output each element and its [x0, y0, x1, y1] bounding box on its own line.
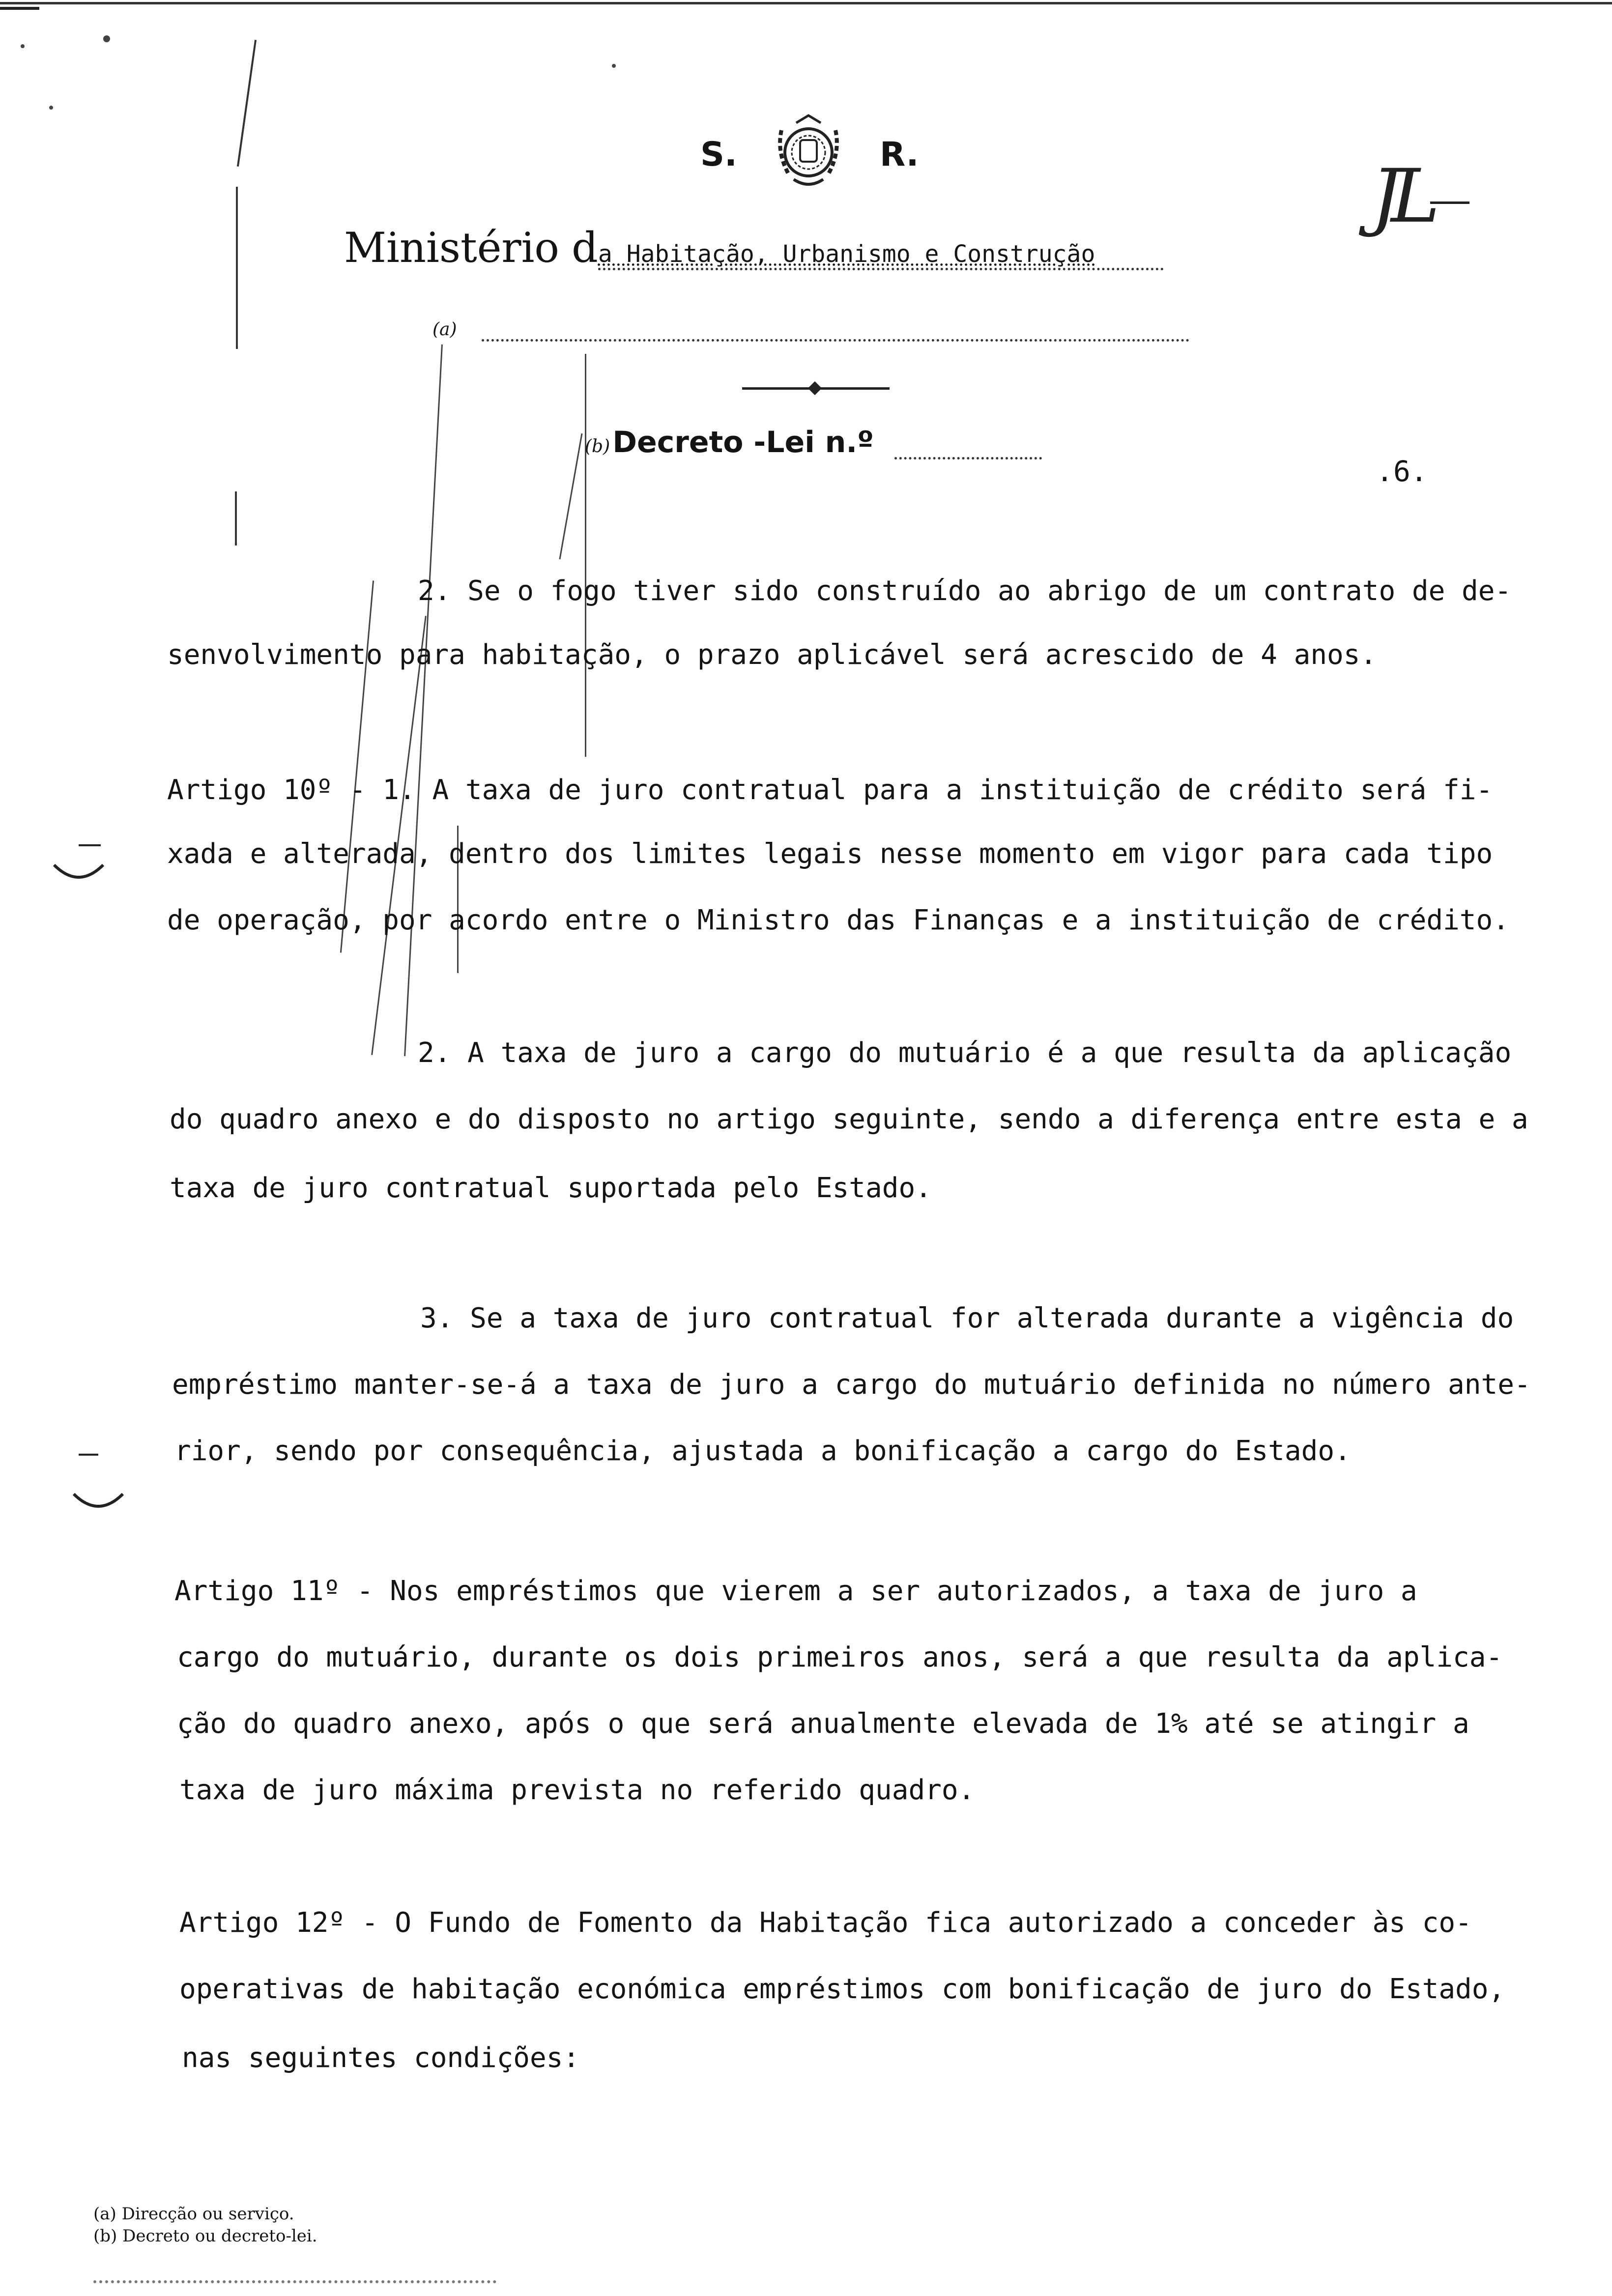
scan-speck [49, 106, 53, 110]
scan-mark [0, 7, 39, 10]
art11-line-2: cargo do mutuário, durante os dois primeiros anos, será a que resulta da aplica- [177, 1641, 1503, 1673]
art11-line-4: taxa de juro máxima prevista no referido quadro. [179, 1774, 975, 1806]
art10-2-line-1: 2. A taxa de juro a cargo do mutuário é a que resulta da aplicação [418, 1037, 1512, 1069]
initials-signature [1371, 147, 1465, 246]
art12-line-3: nas seguintes condições: [182, 2042, 580, 2074]
ministry-prefix: Ministério [344, 224, 560, 272]
pen-stroke [404, 344, 443, 1056]
art10-line-3: de operação, por acordo entre o Ministro das Finanças e a instituição de crédito. [167, 904, 1509, 936]
art10-2-line-3: taxa de juro contratual suportada pelo Estado. [170, 1172, 932, 1204]
footnote-a: (a) Direcção ou serviço. [93, 2204, 294, 2224]
decree-number-line [894, 457, 1042, 459]
decree-field [585, 425, 874, 459]
art12-line-1: Artigo 12º - O Fundo de Fomento da Habitação fica autorizado a conceder às co- [179, 1907, 1472, 1939]
pen-stroke [340, 580, 374, 952]
header-left-letter: S. [700, 135, 737, 174]
art10-line-2: xada e alterada, dentro dos limites legais nesse momento em vigor para cada tipo [167, 838, 1493, 870]
decree-label: Decreto -Lei n.º [612, 425, 874, 459]
illegible-imprint [93, 2280, 496, 2291]
pen-stroke [559, 433, 582, 560]
margin-stroke [236, 187, 238, 349]
margin-stroke [235, 491, 237, 545]
page-number: .6. [1376, 455, 1428, 488]
footnote-b: (b) Decreto ou decreto-lei. [93, 2226, 317, 2246]
field-a-label: (a) [432, 319, 457, 340]
ministry-connector: d [572, 224, 598, 272]
ministry-title [344, 224, 1164, 272]
header-right-letter: R. [880, 135, 919, 174]
art12-line-2: operativas de habitação económica empréstimos com bonificação de juro do Estado, [179, 1973, 1505, 2005]
para-2-line-1: 2. Se o fogo tiver sido construído ao abrigo de um contrato de de- [418, 575, 1512, 607]
ornament-divider [742, 383, 890, 393]
art10-3-line-1: 3. Se a taxa de juro contratual for alterada durante a vigência do [420, 1302, 1514, 1334]
coat-of-arms-icon [767, 111, 850, 194]
pen-stroke [371, 616, 427, 1055]
punch-mark [49, 835, 108, 894]
art10-line-1: Artigo 10º - 1. A taxa de juro contratual para a instituição de crédito será fi- [167, 774, 1493, 806]
initials-text: JL [1371, 154, 1430, 239]
scan-speck [103, 35, 110, 42]
scan-speck [21, 44, 25, 48]
decree-label-prefix: (b) [585, 436, 610, 457]
art11-line-3: ção do quadro anexo, após o que será anualmente elevada de 1% até se atingir a [177, 1708, 1469, 1740]
art10-3-line-2: empréstimo manter-se-á a taxa de juro a cargo do mutuário definida no número ante- [172, 1369, 1531, 1401]
margin-stroke [237, 40, 257, 167]
ministry-name: a Habitação, Urbanismo e Construção [598, 240, 1164, 270]
para-2-line-2: senvolvimento para habitação, o prazo aplicável será acrescido de 4 anos. [167, 639, 1377, 671]
top-rule [0, 2, 1612, 4]
art11-line-1: Artigo 11º - Nos empréstimos que vierem a ser autorizados, a taxa de juro a [174, 1575, 1417, 1607]
art10-3-line-3: rior, sendo por consequência, ajustada a bonificação a cargo do Estado. [174, 1435, 1351, 1467]
pen-stroke [585, 354, 586, 757]
punch-mark [69, 1440, 128, 1528]
scan-speck [612, 64, 616, 68]
field-a-line [482, 339, 1189, 342]
art10-2-line-2: do quadro anexo e do disposto no artigo seguinte, sendo a diferença entre esta e a [170, 1103, 1528, 1135]
